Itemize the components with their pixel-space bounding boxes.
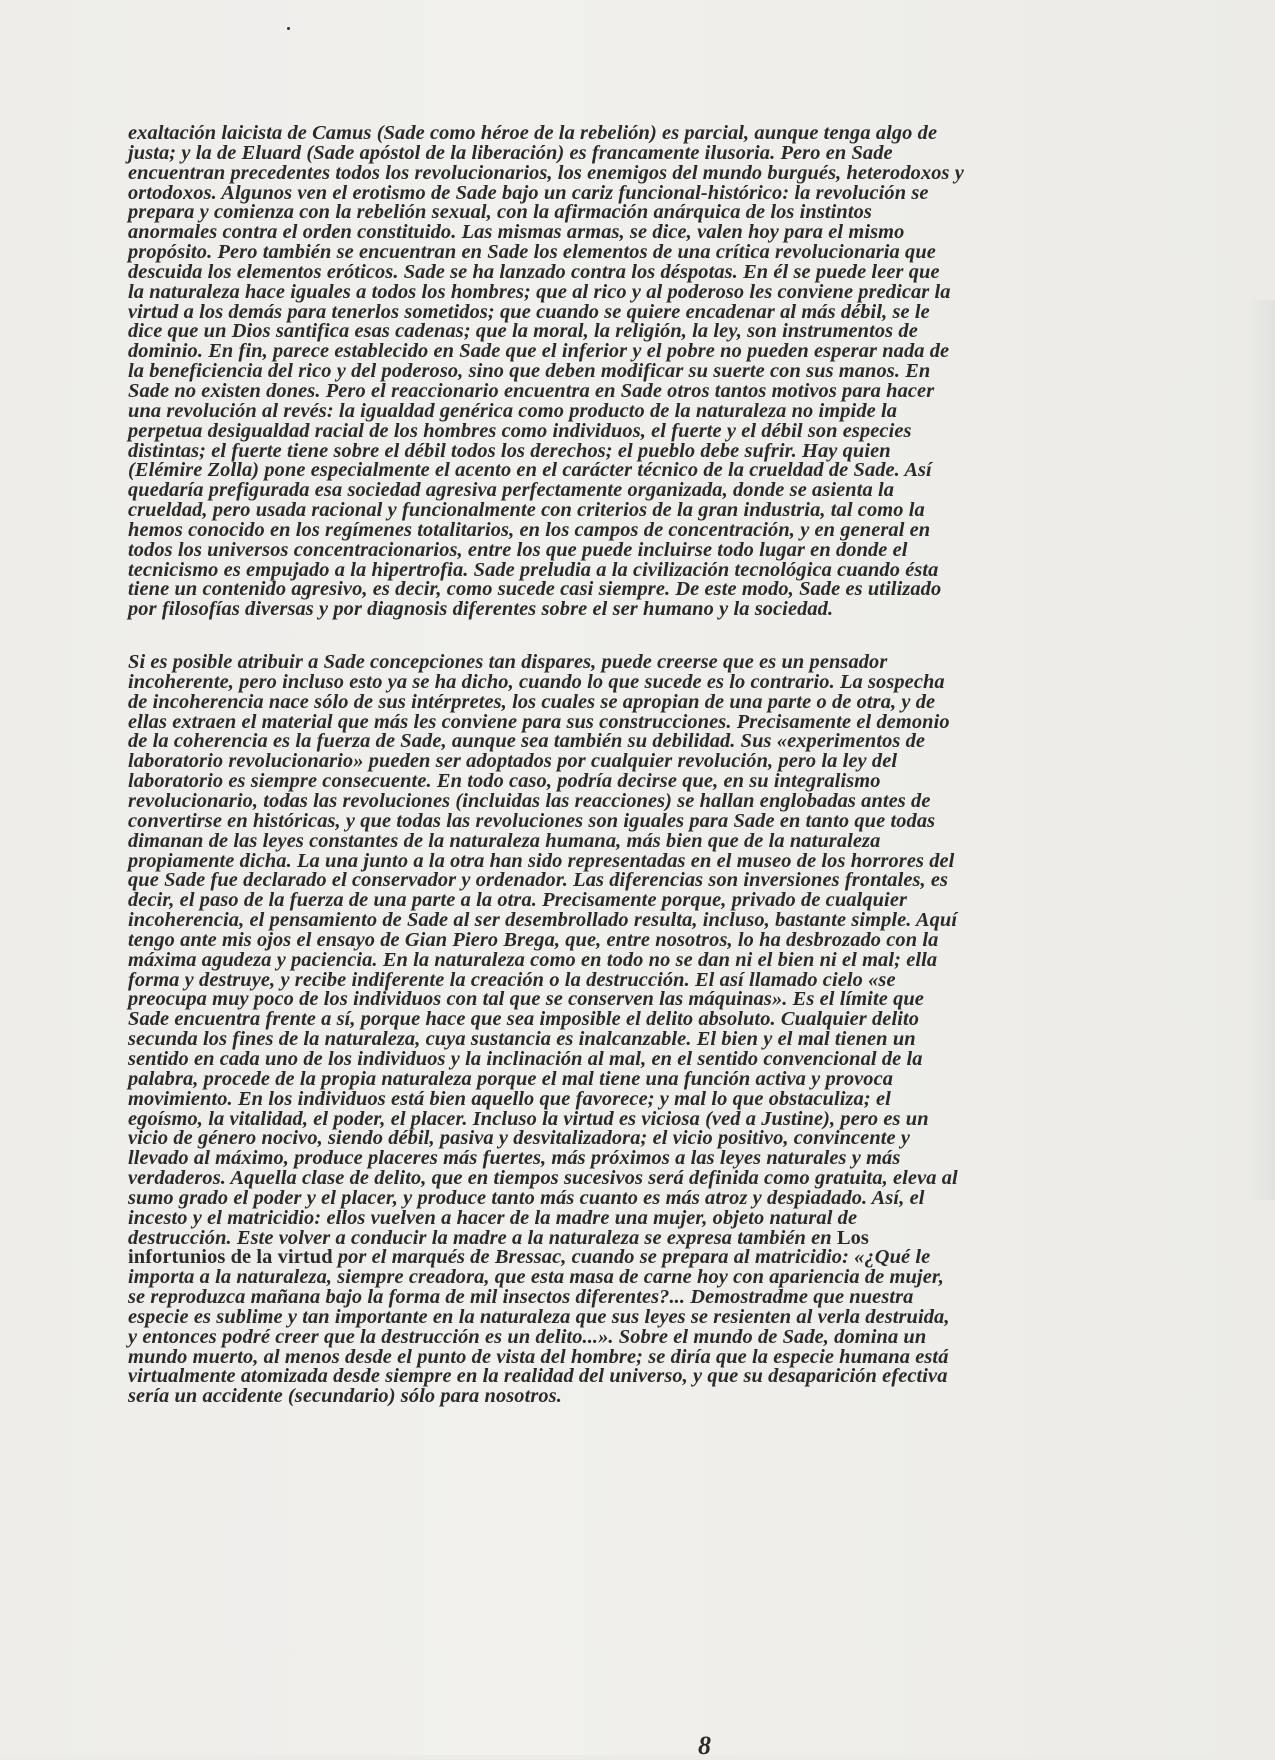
book-title: Los infortunios de la virtud — [128, 1226, 869, 1269]
page-edge-shadow — [1245, 300, 1275, 1200]
paragraph-1: exaltación laicista de Camus (Sade como héroe de la rebelión) es parcial, aunque tenga algo de justa; y la de Eluard (Sade apóstol de la liberación) es francamente ilusoria. Pero en Sade encuentran precedentes todos los revolucionarios, los enemigos del mundo burgués, heterodoxos y ortodoxos. Algunos ven el erotismo de Sade bajo un cariz funcional-histórico: la revolución se prepara y comienza con la rebelión sexual, con la afirmación anárquica de los instintos anormales contra el orden constituido. Las mismas armas, se dice, valen hoy para el mismo propósito. Pero también se encuentran en Sade los elementos de una crítica revolucionaria que descuida los elementos eróticos. Sade se ha lanzado contra los déspotas. En él se puede leer que la naturaleza hace iguales a todos los hombres; que al rico y al poderoso les conviene predicar la virtud a los demás para tenerlos sometidos; que cuando se quiere encadenar al más débil, se le dice que un Dios santifica esas cadenas; que la moral, la religión, la ley, son instrumentos de dominio. En fin, parece establecido en Sade que el inferior y el pobre no pueden esperar nada de la beneficiencia del rico y del poderoso, sino que deben modificar su suerte con sus manos. En Sade no existen dones. Pero el reaccionario encuentra en Sade otros tantos motivos para hacer una revolución al revés: la igualdad genérica como producto de la naturaleza no impide la perpetua desigualdad racial de los hombres como individuos, el fuerte y el débil son especies distintas; el fuerte tiene sobre el débil todos los derechos; el pueblo debe sufrir. Hay quien (Elémire Zolla) pone especialmente el acento en el carácter técnico de la crueldad de Sade. Así quedaría prefigurada esa sociedad agresiva perfectamente organizada, donde se asienta la crueldad, pero usada racional y funcionalmente con criterios de la gran industria, tal como la hemos conocido en los regímenes totalitarios, en los campos de concentración, y en general en todos los universos concentracionarios, entre los que puede incluirse todo lugar en donde el tecnicismo es empujado a la hipertrofia. Sade preludia a la civilización tecnológica cuando ésta tiene un contenido agresivo, es decir, como sucede casi siempre. De este modo, Sade es utilizado por filosofías diversas y por diagnosis diferentes sobre el ser humano y la sociedad. — [128, 122, 964, 621]
paragraph-2-part-1: Si es posible atribuir a Sade concepciones tan dispares, puede creerse que es un pensador incoherente, pero incluso esto ya se ha dicho, cuando lo que sucede es lo contrario. La sospecha de incoherencia nace sólo de sus intérpretes, los cuales se apropian de una parte o de otra, y de ellas extraen el material que más les conviene para sus construcciones. Precisamente el demonio de la coherencia es la fuerza de Sade, aunque sea también su debilidad. Sus «experimentos de laboratorio revolucionario» pueden ser adoptados por cualquier revolución, pero la ley del laboratorio es siempre consecuente. En todo caso, podría decirse que, en su integralismo revolucionario, todas las revoluciones (incluidas las reacciones) se hallan englobadas antes de convertirse en históricas, y que todas las revoluciones son iguales para Sade en tanto que todas dimanan de las leyes constantes de la naturaleza humana, más bien que de la naturaleza propiamente dicha. La una junto a la otra han sido representadas en el museo de los horrores del que Sade fue declarado el conservador y ordenador. Las diferencias son inversiones frontales, es decir, el paso de la fuerza de una parte a la otra. Precisamente porque, privado de cualquier incoherencia, el pensamiento de Sade al ser desembrollado resulta, incluso, bastante simple. Aquí tengo ante mis ojos el ensayo de Gian Piero Brega, que, entre nosotros, lo ha desbrozado con la máxima agudeza y paciencia. En la naturaleza como en todo no se dan ni el bien ni el mal; ella forma y destruye, y recibe indiferente la creación o la destrucción. El así llamado cielo «se preocupa muy poco de los individuos con tal que se conserven las máquinas». Es el límite que Sade encuentra frente a sí, porque hace que sea imposible el delito absoluto. Cualquier delito secunda los fines de la naturaleza, cuya sustancia es inalcanzable. El bien y el mal tienen un sentido en cada uno de los individuos y la inclinación al mal, en el sentido convencional de la palabra, procede de la propia naturaleza porque el mal tiene una función activa y provoca movimiento. En los individuos está bien aquello que favorece; y mal lo que obstaculiza; el egoísmo, la vitalidad, el poder, el placer. Incluso la virtud es viciosa (ved a Justine), pero es un vicio de género nocivo, siendo débil, pasiva y desvitalizadora; el vicio positivo, convincente y llevado al máximo, produce placeres más fuertes, más próximos a las leyes naturales y más verdaderos. Aquella clase de delito, que en tiempos sucesivos será definida como gratuita, eleva al sumo grado el poder y el placer, y produce tanto más cuanto es más atroz y despiadado. Así, el incesto y el matricidio: ellos vuelven a hacer de la madre una mujer, objeto natural de destrucción. Este volver a conducir la madre a la naturaleza se expresa también en — [128, 651, 958, 1249]
page-number: 8 — [698, 1731, 711, 1760]
paragraph-2-part-2: por el marqués de Bressac, cuando se prepara al matricidio: «¿Qué le importa a la naturaleza, siempre creadora, que esta masa de carne hoy con apariencia de mujer, se reproduzca mañana bajo la forma de mil insectos diferentes?... Demostradme que nuestra especie es sublime y tan importante en la naturaleza que sus leyes se resienten al verla destruida, y entonces podré creer que la destrucción es un delito...». Sobre el mundo de Sade, domina un mundo muerto, al menos desde el punto de vista del hombre; se diría que la especie humana está virtualmente atomizada desde siempre en la realidad del universo, y que su desaparición efectiva sería un accidente (secundario) sólo para nosotros. — [128, 1246, 950, 1408]
body-text — [128, 124, 1233, 1407]
paragraph-2 — [128, 653, 1233, 1407]
ink-speck — [287, 27, 290, 30]
